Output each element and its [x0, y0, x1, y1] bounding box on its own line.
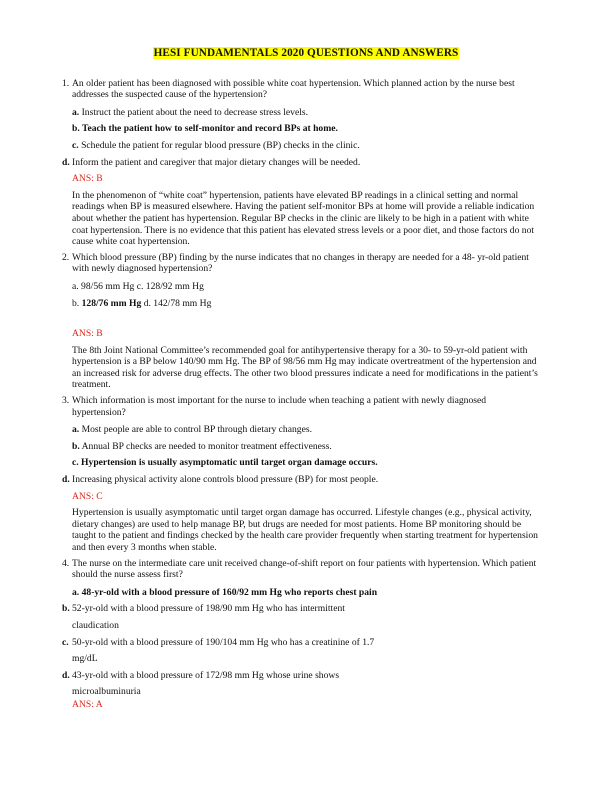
question-2 [62, 252, 540, 275]
option-b: b. 52-yr-old with a blood pressure of 198/90 mm Hg who has intermittent [62, 603, 345, 615]
option-c: c. 50-yr-old with a blood pressure of 190/104 mm Hg who has a creatinine of 1.7 [62, 636, 375, 648]
question-number: 1. [62, 77, 70, 89]
question-4 [62, 558, 540, 581]
question-number: 3. [62, 395, 70, 407]
answer-key: ANS: B [72, 328, 103, 340]
question-text: The nurse on the intermediate care unit received change-of-shift report on four patients with hypertension. Which patient should the nurse assess first? [72, 557, 537, 581]
question-text: Which information is most important for the nurse to include when teaching a patient with newly diagnosed hypertension? [72, 395, 487, 418]
rationale: Hypertension is usually asymptomatic until target organ damage has occurred. Lifestyle changes (e.g., physical activity, dietary changes) are used to help manage BP, but drugs are needed for most patients. Home BP monitoring should be taught to the patient and findings checked by the health care provider frequently when starting treatment for hypertension and then every 3 months when stable. [72, 507, 538, 553]
option-a: a. 48-yr-old with a blood pressure of 160/92 mm Hg who reports chest pain [72, 586, 378, 598]
option-b-continued: claudication [72, 619, 119, 631]
option-b: b. Annual BP checks are needed to monitor treatment effectiveness. [72, 440, 332, 452]
answer-key: ANS: A [72, 698, 103, 710]
option-c: c. Hypertension is usually asymptomatic until target organ damage occurs. [72, 457, 378, 469]
answer-key: ANS: B [72, 173, 103, 185]
question-1 [62, 78, 540, 101]
option-d: d. Increasing physical activity alone controls blood pressure (BP) for most people. [62, 474, 379, 486]
option-c-continued: mg/dL [72, 653, 98, 665]
option-c: c. Schedule the patient for regular blood pressure (BP) checks in the clinic. [72, 139, 360, 151]
option-b: b. Teach the patient how to self-monitor and record BPs at home. [72, 123, 338, 135]
option-d: d. Inform the patient and caregiver that major dietary changes will be needed. [62, 156, 361, 168]
question-number: 4. [62, 557, 70, 569]
option-line-1: a. 98/56 mm Hg c. 128/92 mm Hg [72, 280, 204, 292]
question-3 [62, 395, 540, 418]
option-a: a. Instruct the patient about the need to decrease stress levels. [72, 106, 309, 118]
question-text: An older patient has been diagnosed with possible white coat hypertension. Which planned action by the nurse best addresses the suspected cause of the hypertension? [72, 77, 515, 101]
rationale: The 8th Joint National Committee’s recommended goal for antihypertensive therapy for a 30- to 59-yr-old patient with hypertension is a BP below 140/90 mm Hg. The BP of 98/56 mm Hg may indicate overtreatment of the hypertension and an increased risk for adverse drug effects. The other two blood pressures indicate a need for modifications in the patient’s treatment. [72, 344, 538, 391]
answer-key: ANS: C [72, 490, 103, 502]
document-title: HESI FUNDAMENTALS 2020 QUESTIONS AND ANSWERS [153, 47, 459, 59]
option-a: a. Most people are able to control BP through dietary changes. [72, 424, 312, 436]
correct-option: 128/76 mm Hg [81, 297, 142, 309]
spacer [62, 314, 540, 328]
rationale: In the phenomenon of “white coat” hypertension, patients have elevated BP readings in a clinical setting and normal readings when BP is measured elsewhere. Having the patient self-monitor BPs at home will provide a reliable indication about whether the patient has hypertension. Regular BP checks in the clinic are likely to be high in a patient with white coat hypertension. There is no evidence that this patient has elevated stress levels or a poor diet, and those factors do not cause white coat hypertension. [72, 189, 535, 248]
title-wrap [72, 48, 540, 60]
question-number: 2. [62, 251, 70, 263]
option-line-2: b. 128/76 mm Hg d. 142/78 mm Hg [72, 297, 212, 309]
option-d-continued: microalbuminuria [72, 686, 141, 698]
option-d: d. 43-yr-old with a blood pressure of 172/98 mm Hg whose urine shows [62, 669, 340, 681]
question-text: Which blood pressure (BP) finding by the nurse indicates that no changes in therapy are needed for a 48- yr-old patient with newly diagnosed hypertension? [72, 251, 529, 275]
